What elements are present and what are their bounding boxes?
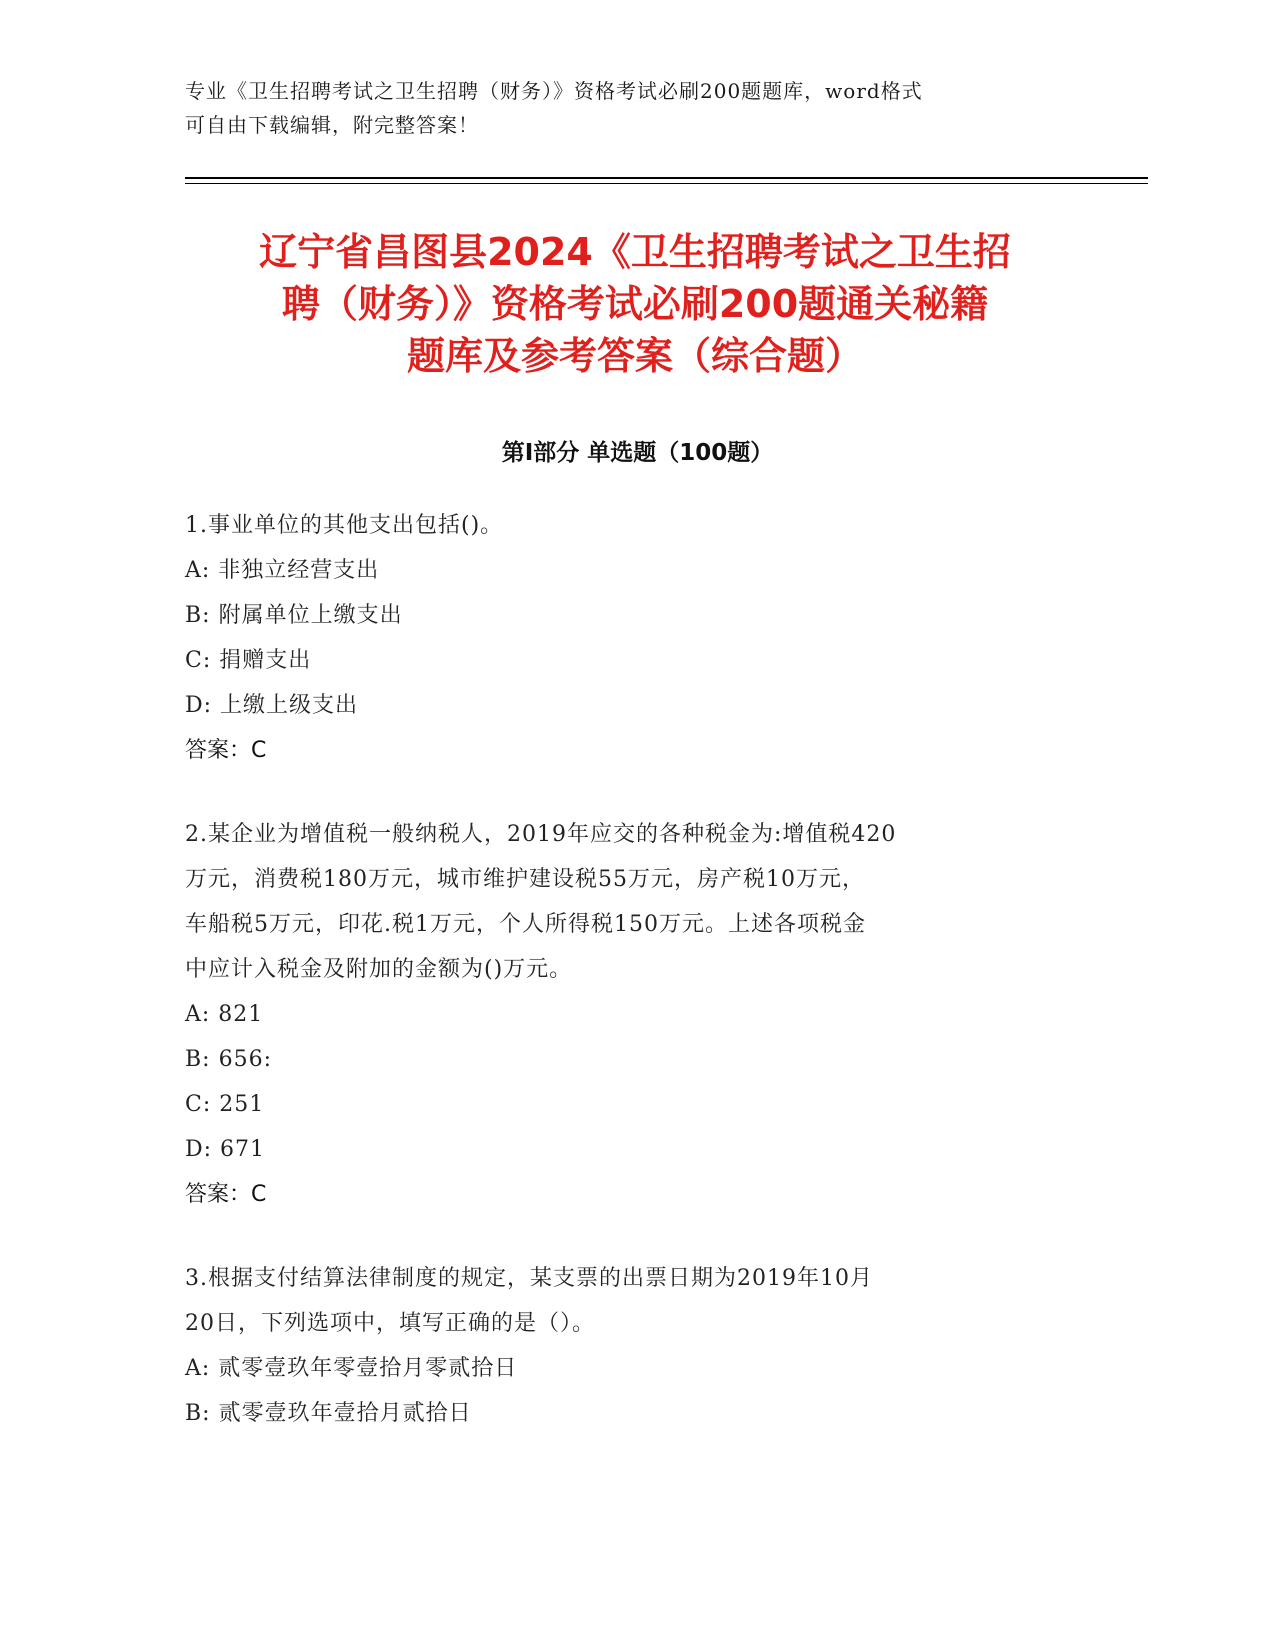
title-line: 辽宁省昌图县2024《卫生招聘考试之卫生招 bbox=[259, 230, 1011, 274]
header-note-line: 可自由下载编辑，附完整答案！ bbox=[185, 113, 479, 137]
option-b: B: 附属单位上缴支出 bbox=[185, 603, 403, 628]
document-title bbox=[185, 226, 1085, 382]
title-line: 聘（财务）》资格考试必刷200题通关秘籍 bbox=[281, 282, 989, 326]
option-d: D: 671 bbox=[185, 1137, 266, 1162]
option-a: A: 贰零壹玖年零壹拾月零贰拾日 bbox=[185, 1356, 518, 1381]
question-stem: 3.根据支付结算法律制度的规定，某支票的出票日期为2019年10月 bbox=[185, 1266, 873, 1291]
section-heading: 第Ⅰ部分 单选题（100题） bbox=[501, 440, 774, 466]
question-stem: 中应计入税金及附加的金额为()万元。 bbox=[185, 957, 573, 982]
question-stem: 车船税5万元，印花.税1万元，个人所得税150万元。上述各项税金 bbox=[185, 912, 866, 937]
question-3 bbox=[185, 1256, 1085, 1436]
option-a: A: 非独立经营支出 bbox=[185, 558, 380, 583]
option-d: D: 上缴上级支出 bbox=[185, 693, 359, 718]
question-1 bbox=[185, 503, 1085, 773]
header-divider-thick bbox=[185, 177, 1148, 179]
answer: 答案：C bbox=[185, 738, 267, 763]
question-2 bbox=[185, 812, 1085, 1217]
question-stem: 万元，消费税180万元，城市维护建设税55万元，房产税10万元， bbox=[185, 867, 865, 892]
header-note bbox=[185, 74, 1065, 142]
question-stem: 20日，下列选项中，填写正确的是（）。 bbox=[185, 1311, 595, 1336]
header-divider-thin bbox=[185, 183, 1148, 184]
option-b: B: 贰零壹玖年壹拾月贰拾日 bbox=[185, 1401, 472, 1426]
question-stem: 2.某企业为增值税一般纳税人，2019年应交的各种税金为:增值税420 bbox=[185, 822, 897, 847]
option-b: B: 656: bbox=[185, 1047, 272, 1072]
option-a: A: 821 bbox=[185, 1002, 264, 1027]
answer: 答案：C bbox=[185, 1182, 267, 1207]
header-note-line: 专业《卫生招聘考试之卫生招聘（财务）》资格考试必刷200题题库，word格式 bbox=[185, 79, 923, 103]
option-c: C: 251 bbox=[185, 1092, 265, 1117]
question-stem: 1.事业单位的其他支出包括()。 bbox=[185, 513, 504, 538]
option-c: C: 捐赠支出 bbox=[185, 648, 312, 673]
title-line: 题库及参考答案（综合题） bbox=[406, 334, 863, 378]
